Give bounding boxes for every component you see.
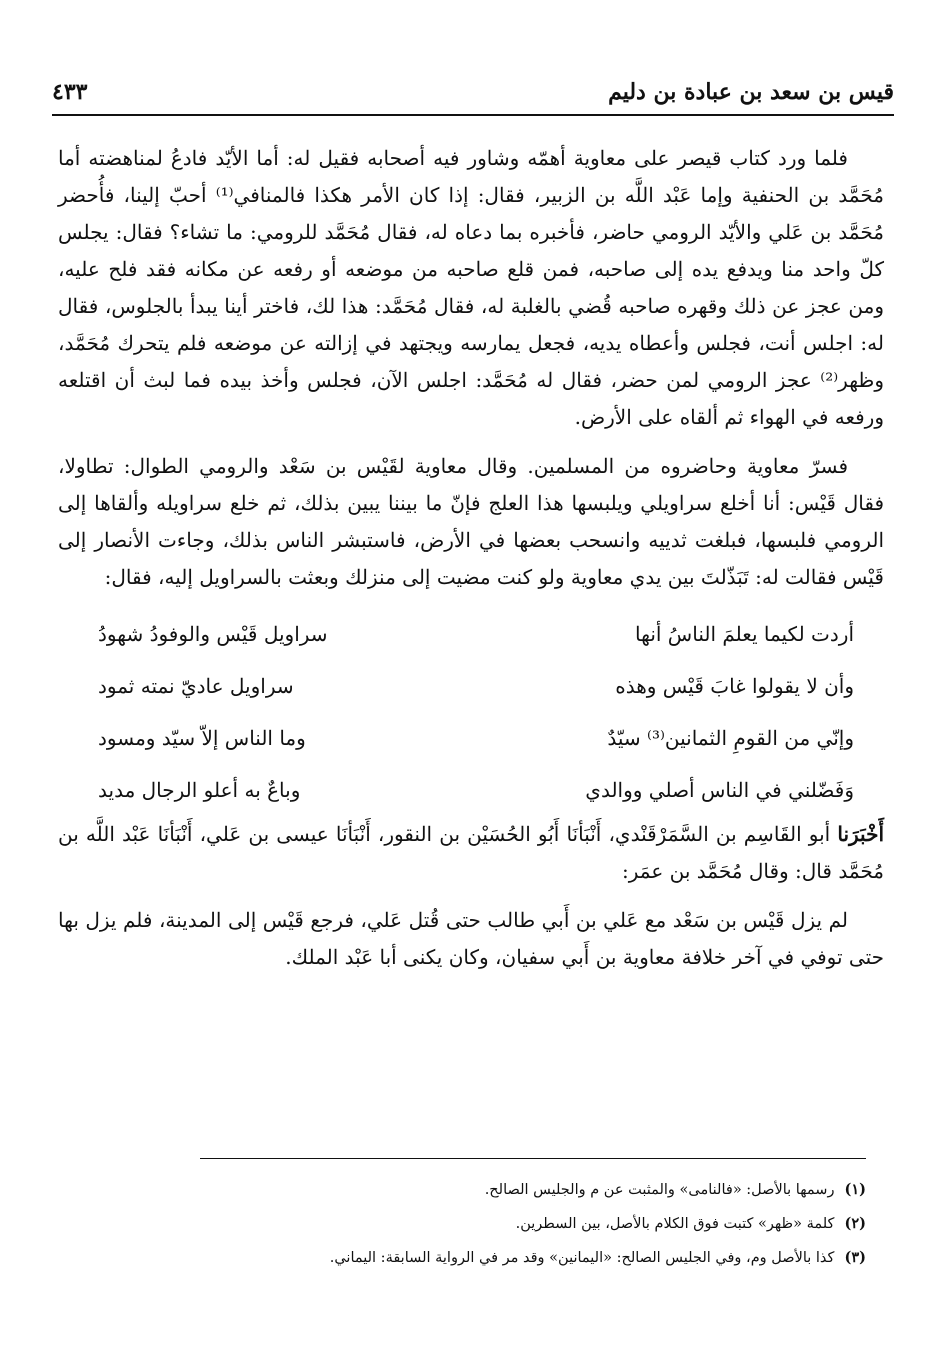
footnotes xyxy=(200,1158,866,1275)
running-title: قيس بن سعد بن عبادة بن دليم xyxy=(608,79,894,105)
second-hemistich: سراويل قَيْس والوفودُ شهودُ xyxy=(98,622,328,646)
footnote-text: كلمة «ظهر» كتبت فوق الكلام بالأصل، بين السطرين. xyxy=(515,1216,835,1232)
page-number: ٤٣٣ xyxy=(52,79,88,105)
verse-line xyxy=(58,608,884,660)
main-text xyxy=(58,140,884,988)
footnote xyxy=(200,1173,866,1207)
closing-paragraph: لم يزل قَيْس بن سَعْد مع عَلي بن أَبي طالب حتى قُتل عَلي، فرجع قَيْس إلى المدينة، فلم يزل بها حتى توفي في آخر خلافة معاوية بن أَبي سفيان، وكان يكنى أبا عَبْد الملك. xyxy=(58,908,884,969)
second-hemistich: سراويل عاديّ نمته ثمود xyxy=(98,674,294,698)
footnote-text: رسمها بالأصل: «فالنامى» والمثبت عن م والجليس الصالح. xyxy=(484,1182,835,1198)
first-hemistich: وأن لا يقولوا غابَ قَيْس وهذه xyxy=(615,674,854,698)
second-hemistich: وباعٌ به أعلو الرجال مديد xyxy=(98,778,301,802)
first-hemistich: أردت لكيما يعلمَ الناسُ أنها xyxy=(635,622,854,646)
footnote-number: (٣) xyxy=(844,1249,866,1266)
isnad-paragraph xyxy=(58,816,884,890)
footnote-number: (٢) xyxy=(844,1215,866,1232)
isnad-text: أبو القَاسِم بن السَّمَرْقَنْدي، أَنْبَأنَا أَبُو الحُسَيْن بن النقور، أَنْبَأنَا عيسى بن عَلي، أَنْبَأنَا عَبْد اللَّه بن مُحَمَّد قال: وقال مُحَمَّد بن عمَر: xyxy=(58,822,884,883)
verse-line xyxy=(58,712,884,764)
poem xyxy=(58,608,884,816)
paragraph: فسرّ معاوية وحاضروه من المسلمين. وقال معاوية لقَيْس بن سَعْد والرومي الطوال: تطاولا، فقال قَيْس: أنا أخلع سراويلي ويلبسها هذا العلج فإنّ ما بيننا يبين بذلك، ثم خلع سراويله وألقاها إلى الرومي فلبسها، فبلغت ثدييه وانسحب بعضها في الأرض، فاستبشر الناس بذلك، وجاءت الأنصار إلى قَيْس فقالت له: تَبَذّلتَ بين يدي معاوية ولو كنت مضيت إلى منزلك وبعثت بالسراويل إليه، فقال: xyxy=(58,454,885,589)
paragraph: فلما ورد كتاب قيصر على معاوية أهمّه وشاور فيه أصحابه فقيل له: أما الأيّد فادعُ لمناهضته أما مُحَمَّد بن الحنفية وإما عَبْد اللَّه بن الزبير، فقال: إذا كان الأمر هكذا فالمنافي⁽¹⁾ أحبّ إلينا، فأُحضر مُحَمَّد بن عَلي والأيّد الرومي حاضر، فأخبره بما دعاه له، فقال مُحَمَّد للرومي: ما تشاء؟ فقال: يجلس كلّ واحد منا ويدفع يده إلى صاحبه، فمن قلع صاحبه من موضعه أو رفعه عن مكانه فقد فلح عليه، ومن عجز عن ذلك وقهره صاحبه قُضي بالغلبة له، فقال مُحَمَّد: هذا لك، فاختر أينا يبدأ بالجلوس، فقال له: اجلس أنت، فجلس وأعطاه يديه، فجعل يمارسه ويجتهد في إزالته عن موضعه فلم يتحرك مُحَمَّد، وظهر⁽²⁾ عجز الرومي لمن حضر، فقال له مُحَمَّد: اجلس الآن، فجلس وأخذ بيده فما لبث أن اقتلعه ورفعه في الهواء ثم ألقاه على الأرض. xyxy=(58,146,884,429)
footnote-text: كذا بالأصل وم، وفي الجليس الصالح: «اليمانين» وقد مر في الرواية السابقة: اليماني. xyxy=(329,1250,835,1266)
page-header xyxy=(52,70,894,116)
verse-line xyxy=(58,764,884,816)
first-hemistich: وَفَضّلني في الناس أصلي ووالدي xyxy=(585,778,854,802)
verse-line xyxy=(58,660,884,712)
footnote xyxy=(200,1207,866,1241)
first-hemistich: وإنّي من القومِ الثمانين⁽³⁾ سيّدٌ xyxy=(607,726,854,750)
footnote xyxy=(200,1241,866,1275)
footnote-number: (١) xyxy=(844,1181,866,1198)
second-hemistich: وما الناس إلاّ سيّد ومسود xyxy=(98,726,306,750)
isnad-lead: أَخْبَرَنا xyxy=(837,822,885,846)
